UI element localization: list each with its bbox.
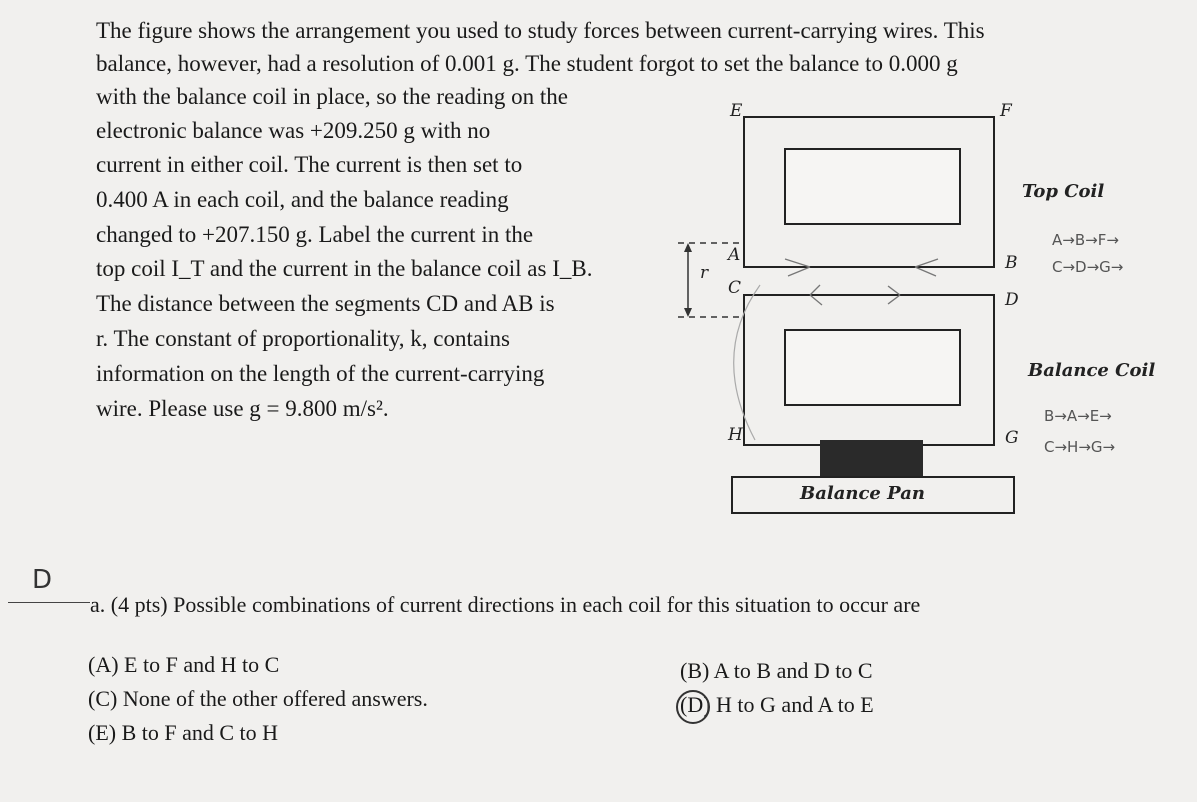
label-B: B	[1005, 253, 1018, 273]
note-top-1: A→B→F→	[1052, 231, 1119, 249]
problem-line-11: information on the length of the current-carrying	[96, 361, 545, 386]
handwritten-answer: D	[32, 565, 53, 595]
note-bal-1: B→A→E→	[1044, 407, 1112, 425]
problem-line-2: balance, however, had a resolution of 0.001 g. The student forgot to set the balance to 0.000 g	[96, 51, 958, 76]
label-F: F	[1000, 101, 1012, 121]
diagram-drawing	[660, 95, 1197, 525]
balance-coil-window	[785, 330, 960, 405]
label-r: r	[700, 263, 709, 283]
label-A: A	[728, 245, 741, 265]
problem-line-5: current in either coil. The current is then set to	[96, 152, 523, 177]
top-coil-window	[785, 149, 960, 224]
balance-pan-label: Balance Pan	[800, 483, 925, 504]
balance-stand	[820, 440, 923, 478]
r-arrow-bottom	[684, 308, 692, 317]
label-D: D	[1005, 290, 1019, 310]
note-bal-2: C→H→G→	[1044, 438, 1116, 456]
note-top-2: C→D→G→	[1052, 258, 1124, 276]
problem-line-7: changed to +207.150 g. Label the current in the	[96, 222, 534, 247]
pencil-curve	[734, 285, 760, 440]
balance-coil-label: Balance Coil	[1028, 360, 1156, 381]
label-H: H	[728, 425, 743, 445]
option-D[interactable]: (D) H to G and A to E	[680, 692, 874, 717]
answer-blank-line	[8, 602, 90, 603]
problem-line-6: 0.400 A in each coil, and the balance reading	[96, 187, 509, 212]
label-C: C	[728, 278, 742, 298]
option-B[interactable]: (B) A to B and D to C	[680, 658, 873, 683]
problem-line-1: The figure shows the arrangement you used to study forces between current-carrying wires. This	[96, 18, 985, 43]
label-E: E	[730, 101, 743, 121]
problem-line-4: electronic balance was +209.250 g with no	[96, 118, 491, 143]
label-G: G	[1005, 428, 1019, 448]
question-text: a. (4 pts) Possible combinations of current directions in each coil for this situation to occur are	[90, 592, 921, 617]
problem-line-12: wire. Please use g = 9.800 m/s².	[96, 396, 389, 421]
option-C[interactable]: (C) None of the other offered answers.	[88, 686, 428, 711]
problem-line-9: The distance between the segments CD and AB is	[96, 291, 555, 316]
circled-answer-mark	[676, 690, 710, 724]
option-E[interactable]: (E) B to F and C to H	[88, 720, 279, 745]
problem-line-3: with the balance coil in place, so the reading on the	[96, 84, 568, 109]
problem-line-10: r. The constant of proportionality, k, contains	[96, 326, 510, 351]
option-A[interactable]: (A) E to F and H to C	[88, 652, 280, 677]
current-balance-diagram	[660, 95, 1197, 525]
r-arrow-top	[684, 243, 692, 252]
top-coil-label: Top Coil	[1022, 181, 1105, 202]
problem-line-8: top coil I_T and the current in the balance coil as I_B.	[96, 256, 593, 281]
